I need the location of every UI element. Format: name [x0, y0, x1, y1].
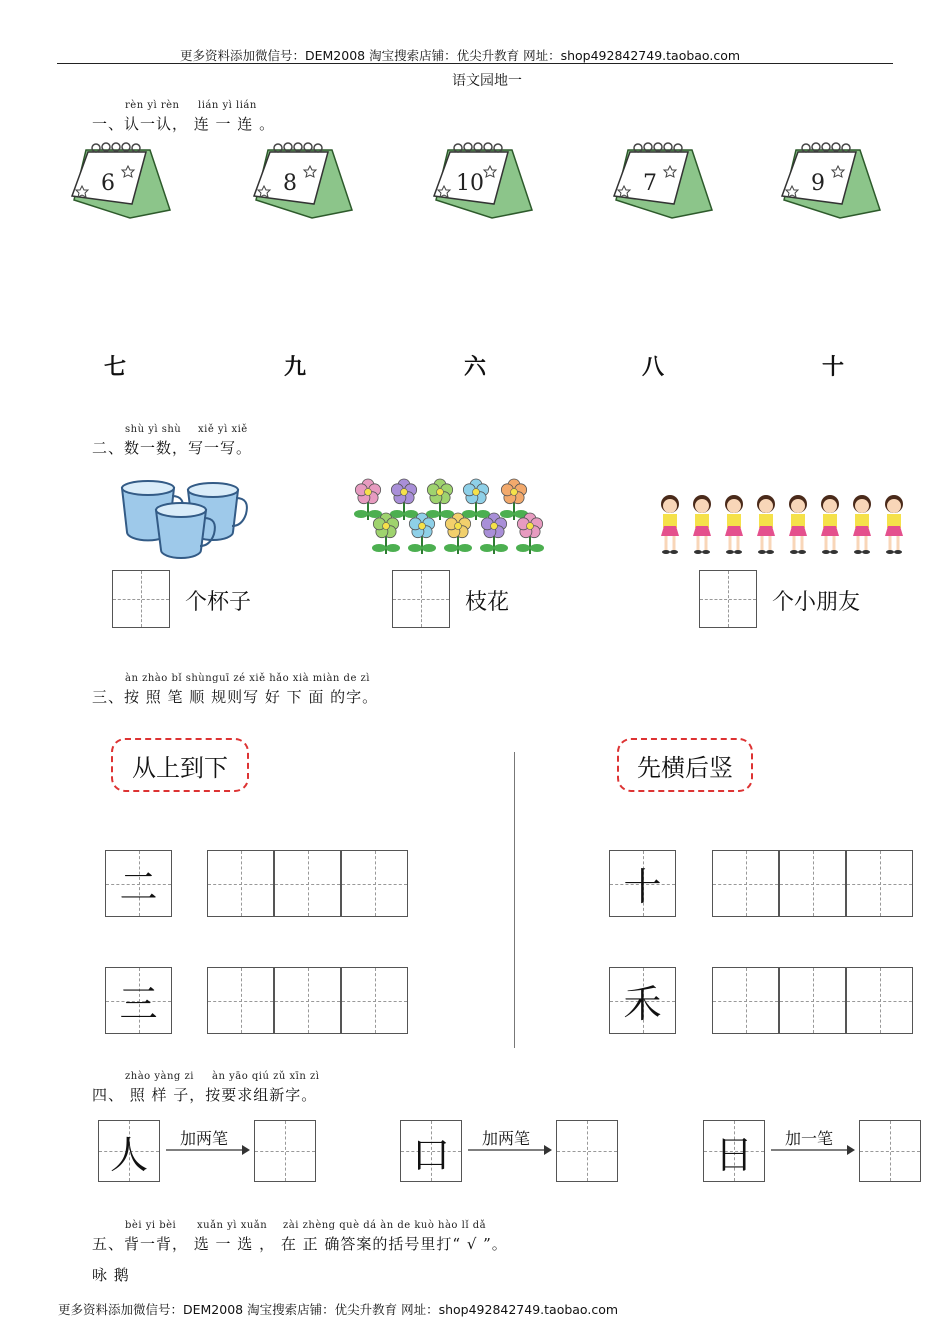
desk-calendar-icon [776, 138, 886, 222]
writing-box[interactable] [846, 967, 913, 1034]
chinese-number[interactable]: 七 [104, 354, 127, 380]
sample-char-he: 禾 [623, 982, 662, 1026]
s5-question: 五、背一背， 选 一 选 ， 在 正 确答案的括号里打“ √ ”。 [92, 1235, 508, 1253]
s1-pinyin-a: rèn yì rèn [125, 100, 180, 111]
arrow-right-icon [771, 1144, 855, 1156]
stroke-rule-label: 加两笔 [482, 1129, 531, 1148]
s3-question: 三、按 照 笔 顺 规则写 好 下 面 的字。 [92, 688, 379, 706]
desk-calendar-icon [608, 138, 718, 222]
chinese-number[interactable]: 六 [464, 354, 487, 380]
rule-badge-top-to-bottom: 从上到下 [111, 738, 249, 792]
chinese-number[interactable]: 十 [822, 354, 845, 380]
label-cups: 个杯子 [185, 590, 252, 615]
sample-char-san: 三 [119, 982, 158, 1026]
writing-box[interactable] [274, 850, 341, 917]
writing-box[interactable] [207, 850, 274, 917]
flowers-icon [348, 476, 554, 558]
desk-calendar-icon [248, 138, 358, 222]
writing-box[interactable] [274, 967, 341, 1034]
arrow-right-icon [166, 1144, 250, 1156]
answer-box-cups[interactable] [112, 570, 170, 628]
sample-char-er: 二 [119, 865, 158, 909]
s2-pinyin-a: shù yì shù [125, 424, 182, 435]
new-char-answer-box[interactable] [254, 1120, 316, 1182]
s1-pinyin-b: lián yì lián [198, 100, 257, 111]
source-char: 人 [109, 1132, 148, 1177]
calendar-number: 6 [101, 171, 115, 196]
label-children: 个小朋友 [772, 590, 861, 615]
header-note: 更多资料添加微信号：DEM2008 淘宝搜索店铺：优尖升教育 网址：shop492842749.taobao.com [180, 48, 741, 63]
writing-box[interactable] [341, 850, 408, 917]
s5-pinyin-c: zài zhèng què dá àn de kuò hào lǐ dǎ [283, 1220, 487, 1231]
writing-box[interactable] [779, 850, 846, 917]
s2-question: 二、数一数，写一写。 [92, 439, 253, 457]
rule-badge-horizontal-first: 先横后竖 [617, 738, 753, 792]
cups-icon [112, 476, 252, 560]
calendar-number: 10 [456, 171, 484, 196]
answer-box-children[interactable] [699, 570, 757, 628]
s5-pinyin-b: xuǎn yì xuǎn [197, 1220, 268, 1231]
writing-box[interactable] [207, 967, 274, 1034]
chinese-number[interactable]: 九 [284, 354, 307, 380]
chinese-number[interactable]: 八 [642, 354, 665, 380]
calendar-number: 7 [643, 171, 657, 196]
poem-title: 咏 鹅 [92, 1266, 130, 1284]
answer-box-flowers[interactable] [392, 570, 450, 628]
section3-divider [514, 752, 515, 1048]
new-char-answer-box[interactable] [556, 1120, 618, 1182]
writing-box[interactable] [779, 967, 846, 1034]
s4-pinyin-a: zhào yàng zi [125, 1071, 194, 1082]
source-char: 日 [714, 1132, 753, 1177]
s5-pinyin-a: bèi yi bèi [125, 1220, 177, 1231]
children-icon [652, 492, 916, 556]
arrow-right-icon [468, 1144, 552, 1156]
stroke-rule-label: 加一笔 [785, 1129, 834, 1148]
calendar-number: 8 [283, 171, 297, 196]
desk-calendar-icon [66, 138, 176, 222]
source-char: 口 [411, 1132, 450, 1177]
writing-box[interactable] [712, 850, 779, 917]
desk-calendar-icon [428, 138, 538, 222]
s2-pinyin-b: xiě yì xiě [198, 424, 248, 435]
label-flowers: 枝花 [465, 590, 510, 615]
sample-char-shi: 十 [623, 865, 662, 909]
s3-pinyin: àn zhào bǐ shùnguī zé xiě hǎo xià miàn de zì [125, 673, 371, 684]
writing-box[interactable] [341, 967, 408, 1034]
calendar-number: 9 [811, 171, 825, 196]
header-rule [57, 63, 893, 64]
s4-pinyin-b: àn yāo qiú zǔ xīn zì [212, 1071, 320, 1082]
footer-note: 更多资料添加微信号：DEM2008 淘宝搜索店铺：优尖升教育 网址：shop492842749.taobao.com [58, 1302, 619, 1317]
stroke-rule-label: 加两笔 [180, 1129, 229, 1148]
writing-box[interactable] [846, 850, 913, 917]
s1-question: 一、认一认， 连 一 连 。 [92, 115, 276, 133]
new-char-answer-box[interactable] [859, 1120, 921, 1182]
page-title: 语文园地一 [452, 73, 522, 89]
s4-question: 四、 照 样 子，按要求组新字。 [92, 1086, 318, 1104]
writing-box[interactable] [712, 967, 779, 1034]
